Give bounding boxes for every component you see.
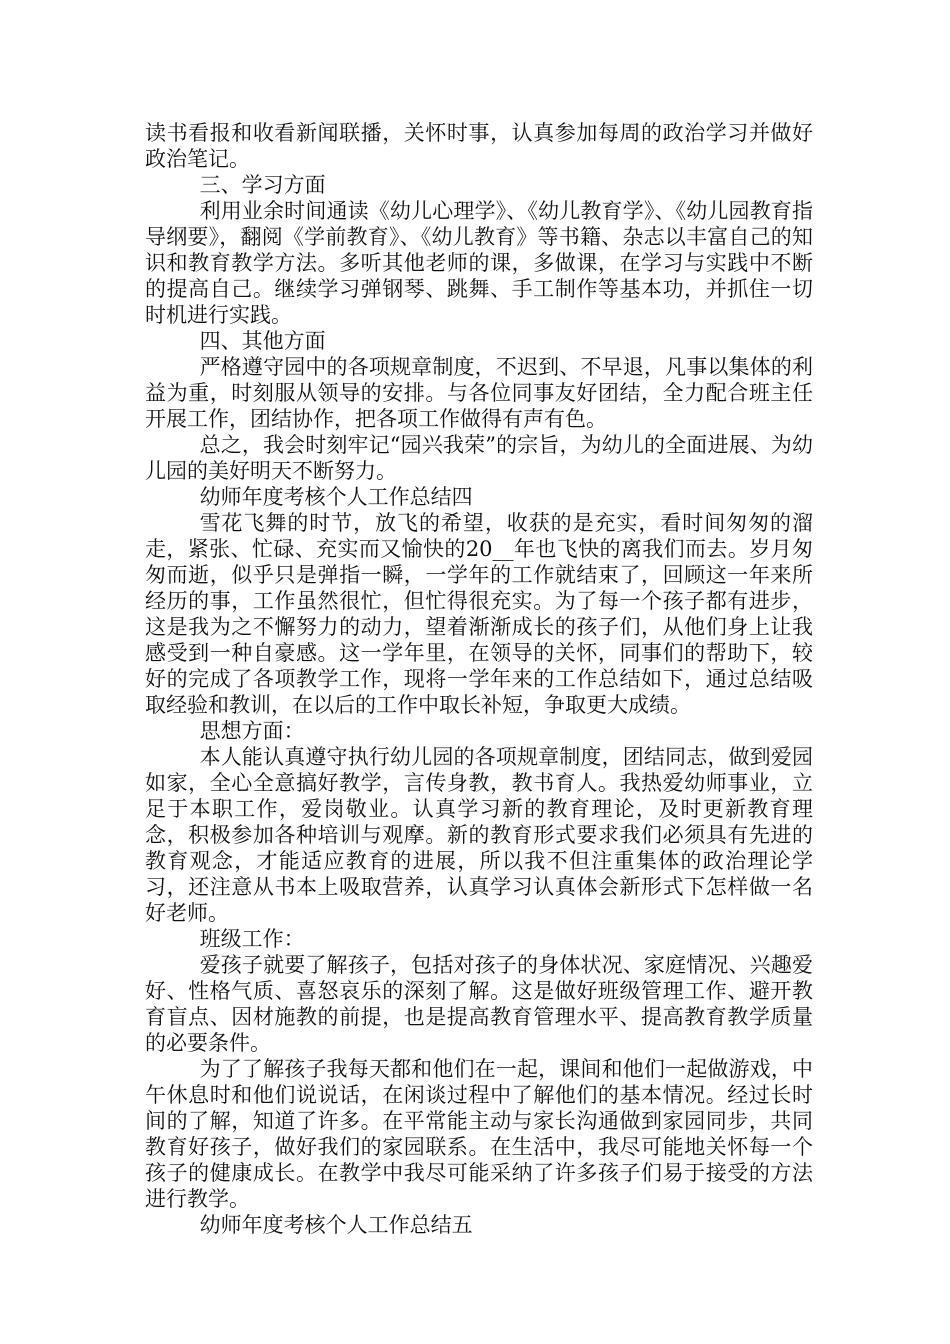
section-heading: 三、学习方面 [199, 173, 326, 197]
section-heading: 四、其他方面 [199, 329, 326, 353]
body-paragraph: 为了了解孩子我每天都和他们在一起，课间和他们一起做游戏，中午休息时和他们说说话，在闲谈过程中了解他们的基本情况。经过长时间的了解，知道了许多。在平常能主动与家长沟通做到家园同步，共同教育好孩子，做好我们的家园联系。在生活中，我尽可能地关怀每一个孩子的健康成长。在教学中我尽可能采纳了许多孩子们易于接受的方法进行教学。 [145, 1057, 813, 1211]
body-paragraph: 严格遵守园中的各项规章制度，不迟到、不早退，凡事以集体的利益为重，时刻服从领导的安排。与各位同事友好团结，全力配合班主任开展工作，团结协作，把各项工作做得有声有色。 [145, 355, 813, 431]
document-page [145, 120, 813, 1238]
body-paragraph: 雪花飞舞的时节，放飞的希望，收获的是充实，看时间匆匆的溜走，紧张、忙碌、充实而又愉快的20__年也飞快的离我们而去。岁月匆匆而逝，似乎只是弹指一瞬，一学年的工作就结束了，回顾这一年来所经历的事，工作虽然很忙，但忙得很充实。为了每一个孩子都有进步，这是我为之不懈努力的动力，望着渐渐成长的孩子们，从他们身上让我感受到一种自豪感。这一学年里，在领导的关怀，同事们的帮助下，较好的完成了各项教学工作，现将一学年来的工作总结如下，通过总结吸取经验和教训，在以后的工作中取长补短，争取更大成绩。 [145, 511, 813, 717]
section-heading: 思想方面： [199, 719, 305, 743]
body-paragraph: 本人能认真遵守执行幼儿园的各项规章制度，团结同志，做到爱园如家，全心全意搞好教学，言传身教，教书育人。我热爱幼师事业，立足于本职工作，爱岗敬业。认真学习新的教育理论，及时更新教育理念，积极参加各种培训与观摩。新的教育形式要求我们必须具有先进的教育观念，才能适应教育的进展，所以我不但注重集体的政治理论学习，还注意从书本上吸取营养，认真学习认真体会新形式下怎样做一名好老师。 [145, 745, 813, 925]
body-paragraph: 爱孩子就要了解孩子，包括对孩子的身体状况、家庭情况、兴趣爱好、性格气质、喜怒哀乐的深刻了解。这是做好班级管理工作、避开教育盲点、因材施教的前提，也是提高教育管理水平、提高教育教学质量的必要条件。 [145, 953, 813, 1055]
section-heading: 幼师年度考核个人工作总结四 [199, 485, 473, 509]
section-heading: 幼师年度考核个人工作总结五 [199, 1213, 473, 1237]
section-heading: 班级工作： [199, 927, 305, 951]
body-paragraph: 利用业余时间通读《幼儿心理学》、《幼儿教育学》、《幼儿园教育指导纲要》，翻阅《学前教育》、《幼儿教育》等书籍、杂志以丰富自己的知识和教育教学方法。多听其他老师的课，多做课，在学习与实践中不断的提高自己。继续学习弹钢琴、跳舞、手工制作等基本功，并抓住一切时机进行实践。 [145, 199, 813, 327]
body-paragraph: 读书看报和收看新闻联播，关怀时事，认真参加每周的政治学习并做好政治笔记。 [145, 121, 813, 171]
body-paragraph: 总之，我会时刻牢记“园兴我荣”的宗旨，为幼儿的全面进展、为幼儿园的美好明天不断努力。 [145, 433, 813, 483]
